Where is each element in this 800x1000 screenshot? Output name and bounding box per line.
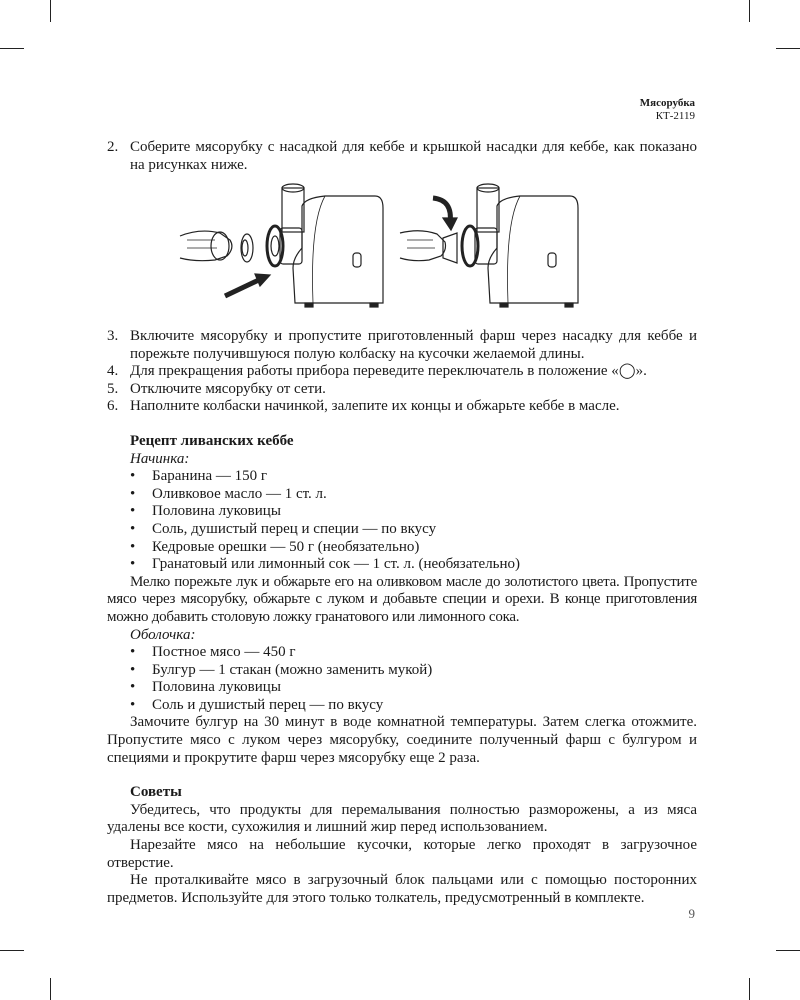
tips-title: Советы	[130, 784, 182, 801]
step-text: Для прекращения работы прибора переведите переключатель в положение «◯».	[130, 363, 647, 380]
step-item	[107, 363, 697, 381]
crop-mark	[776, 950, 800, 951]
list-item: • Соль и душистый перец — по вкусу	[130, 696, 384, 713]
step-item	[107, 139, 697, 174]
tip-paragraph: Убедитесь, что продукты для перемалывания полностью разморожены, а из мяса удалены все кости, сухожилия и лишний жир перед использованием.	[107, 801, 697, 836]
step-item	[107, 398, 697, 416]
step-list-top	[107, 139, 697, 174]
tip-paragraph: Не проталкивайте мясо в загрузочный блок пальцами или с помощью посторонних предметов. Используйте для этого только толкатель, предусмотренный в комплекте.	[107, 872, 697, 906]
list-item: • Булгур — 1 стакан (можно заменить мукой)	[130, 661, 433, 678]
list-item: • Соль, душистый перец и специи — по вкусу	[130, 520, 437, 537]
list-item: • Гранатовый или лимонный сок — 1 ст. л. (необязательно)	[130, 556, 521, 573]
step-item	[107, 328, 697, 363]
step-text: Соберите мясорубку с насадкой для кеббе и крышкой насадки для кеббе, как показано на рисунках ниже.	[130, 139, 697, 173]
list-item: • Половина луковицы	[130, 503, 281, 520]
shell-label: Оболочка:	[130, 626, 196, 643]
list-item: • Кедровые орешки — 50 г (необязательно)	[130, 538, 420, 555]
crop-mark	[776, 48, 800, 49]
crop-mark	[50, 0, 51, 22]
crop-mark	[749, 0, 750, 22]
tip-paragraph: Нарезайте мясо на небольшие кусочки, которые легко проходят в загрузочное отверстие.	[107, 837, 697, 871]
filling-label: Начинка:	[130, 450, 190, 467]
list-item: • Оливковое масло — 1 ст. л.	[130, 485, 327, 502]
page-number: 9	[688, 906, 695, 921]
header-model: КТ-2119	[655, 110, 695, 122]
recipe-title: Рецепт ливанских кеббе	[130, 432, 294, 449]
assembly-figure-1	[175, 178, 405, 313]
step-text: Наполните колбаски начинкой, залепите их концы и обжарьте кеббе в масле.	[130, 398, 620, 415]
filling-instructions: Мелко порежьте лук и обжарьте его на оливковом масле до золотистого цвета. Пропустите мясо через мясорубку, обжарьте с луком и добавьте специи и орехи. В конце приготовления можно добавить столовую ложку гранатового или лимонного сока.	[107, 573, 697, 625]
crop-mark	[0, 48, 24, 49]
step-text: Включите мясорубку и пропустите приготовленный фарш через насадку для кеббе и порежьте получившуюся полую колбаску на кусочки желаемой длины.	[130, 328, 697, 362]
crop-mark	[0, 950, 24, 951]
step-number: 6.	[107, 398, 119, 415]
list-item: • Половина луковицы	[130, 679, 281, 696]
step-number: 2.	[107, 139, 119, 155]
list-item: • Баранина — 150 г	[130, 468, 268, 485]
step-item	[107, 381, 697, 399]
step-number: 3.	[107, 328, 119, 344]
shell-instructions: Замочите булгур на 30 минут в воде комнатной температуры. Затем слегка отожмите. Пропустите мясо с луком через мясорубку, соедините полученный фарш с булгуром и специями и прокрутите фарш через мясорубку еще 2 раза.	[107, 714, 697, 766]
crop-mark	[749, 978, 750, 1000]
step-number: 4.	[107, 363, 119, 380]
assembly-figure-2	[395, 178, 585, 313]
header-title: Мясорубка	[639, 97, 695, 109]
running-header	[640, 97, 695, 123]
step-number: 5.	[107, 380, 119, 397]
list-item: • Постное мясо — 450 г	[130, 644, 296, 661]
crop-mark	[50, 978, 51, 1000]
step-text: Отключите мясорубку от сети.	[130, 380, 326, 397]
main-content	[107, 328, 697, 907]
